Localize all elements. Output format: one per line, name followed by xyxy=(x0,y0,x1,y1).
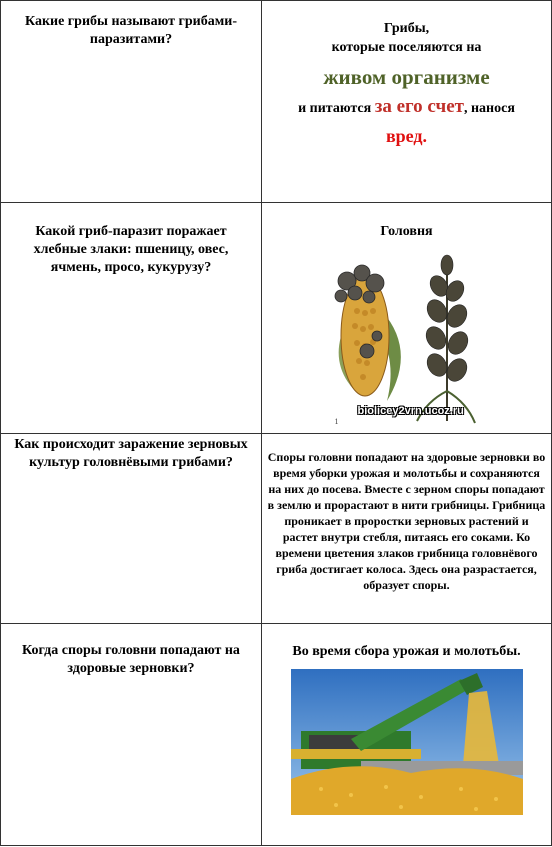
answer-red-phrase: за его счет xyxy=(374,96,464,117)
table-row xyxy=(1,624,552,846)
smut-illustration xyxy=(307,241,507,431)
answer-red-word: вред. xyxy=(385,126,428,146)
question-cell xyxy=(1,1,262,203)
answer-title: Головня xyxy=(380,224,433,239)
table-row xyxy=(1,434,552,624)
table-row xyxy=(1,203,552,434)
smut-corn-wheat-image xyxy=(307,241,507,431)
table-row xyxy=(1,1,552,203)
answer-cell xyxy=(262,624,552,846)
answer-paragraph: Споры головни попадают на здоровые зерновки во время уборки урожая и молотьбы и сохраняются на них до посева. Вместе с зерном споры попадают в землю и прорастают в нити грибницы. Грибница проникает в проростки зерновых растений и растет внутри стебля, питаясь его соками. Ко времени цветения злаков грибница головнёвого гриба достигает колоса. Здесь она разрастается, образует споры. xyxy=(267,450,546,592)
answer-line: которые поселяются на xyxy=(331,40,482,55)
question-text: Как происходит заражение зерновых культур головнёвыми грибами? xyxy=(14,437,248,470)
figure-number: 1 xyxy=(334,417,339,426)
question-cell xyxy=(1,624,262,846)
answer-text: , нанося xyxy=(463,101,515,116)
harvest-photo xyxy=(291,669,523,815)
watermark: biolicey2vrn.ucoz.ru xyxy=(357,405,464,417)
question-cell xyxy=(1,203,262,434)
answer-cell xyxy=(262,203,552,434)
answer-line: Грибы, xyxy=(383,21,430,36)
answer-cell xyxy=(262,1,552,203)
answer-highlight: живом организме xyxy=(323,65,490,89)
answer-cell xyxy=(262,434,552,624)
question-text: Когда споры головни попадают на здоровые зерновки? xyxy=(22,643,240,676)
answer-line xyxy=(262,94,551,122)
answer-text: и питаются xyxy=(298,101,372,116)
question-text: Какой гриб-паразит поражает хлебные злаки: пшеницу, овес, ячмень, просо, кукурузу? xyxy=(33,224,229,275)
answer-title: Во время сбора урожая и молотьбы. xyxy=(292,644,521,659)
question-cell xyxy=(1,434,262,624)
question-text: Какие грибы называют грибами-паразитами? xyxy=(24,14,237,47)
